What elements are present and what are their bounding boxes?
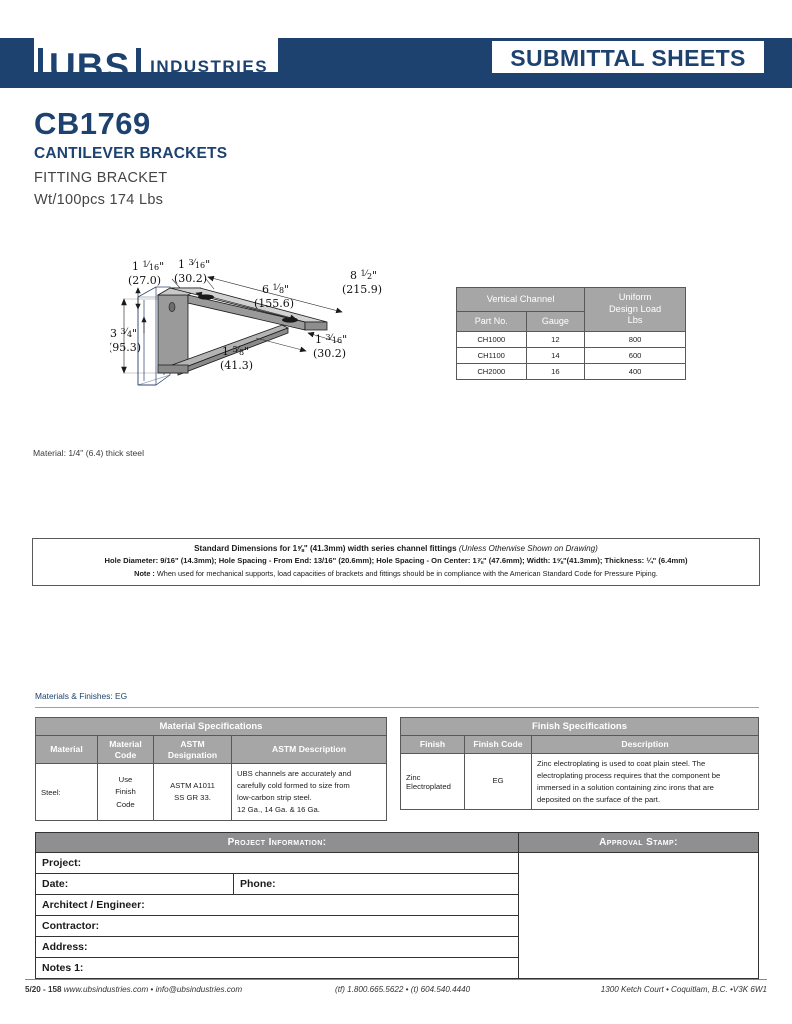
finish-line-1: Zinc [406, 772, 421, 782]
field-project[interactable]: Project: [36, 853, 519, 874]
load-row-1-gauge: 14 [526, 347, 585, 363]
finish-desc-line-1: Zinc electroplating is used to coat plain steel. The [537, 758, 706, 768]
material-spec-astm-description [232, 764, 387, 821]
load-table-col-part-no: Part No. [457, 312, 527, 332]
bracket-isometric-svg [110, 255, 440, 405]
finish-line-2: Electroplated [406, 781, 451, 791]
standard-dimensions-note [32, 538, 760, 586]
footer-website[interactable]: www.ubsindustries.com [63, 985, 149, 994]
material-spec-astm-designation [154, 764, 232, 821]
astm-desig-line-1: ASTM A1011 [170, 781, 215, 791]
material-spec-material: Steel: [36, 764, 98, 821]
dim-top-left-2-imperial: 1 $^3⁄_{16}$" [178, 258, 211, 271]
dim-top-left-2-metric: (30.2) [174, 272, 208, 285]
mat-code-line-1: Use [118, 774, 133, 784]
astm-desig-line-2: SS GR 33. [174, 793, 211, 803]
title-block [34, 108, 494, 208]
finish-spec-title: Finish Specifications [401, 718, 759, 736]
field-architect-engineer[interactable]: Architect / Engineer: [36, 895, 519, 916]
material-note: Material: 1/4" (6.4) thick steel [33, 448, 144, 458]
dim-end-metric: (30.2) [313, 347, 347, 360]
table-row [401, 753, 759, 810]
mat-col-1-line-1: Material [109, 739, 142, 749]
footer-email[interactable]: info@ubsindustries.com [155, 985, 243, 994]
material-specifications-table [35, 717, 387, 821]
logo-main-text: UBS [38, 48, 141, 85]
mat-col-2-line-2: Designation [167, 749, 218, 760]
astm-desc-line-1: UBS channels are accurately and [237, 769, 352, 779]
footer-divider [25, 979, 767, 980]
finish-desc-line-2: electroplating process requires that the component be [537, 770, 721, 780]
load-row-2-load: 400 [585, 363, 686, 379]
dim-top-left-1-imperial: 1 $^1⁄_{16}$" [132, 260, 165, 273]
table-row [457, 363, 686, 379]
mat-code-line-2: Finish [115, 787, 136, 797]
load-header-line-1: Uniform [618, 292, 652, 302]
std-note-line-3-text: When used for mechanical supports, load capacities of brackets and fittings should be in compliance with the American Standard Code for Pressure Piping. [156, 569, 658, 579]
field-date[interactable]: Date: [36, 874, 234, 895]
dim-height-imperial: 3 $^3⁄_4$" [110, 327, 138, 340]
uniform-design-load-table [456, 287, 686, 380]
approval-stamp-header: Approval Stamp: [519, 833, 759, 853]
load-header-line-2: Design Load [608, 303, 662, 314]
logo-sub-text: INDUSTRIES [150, 57, 269, 76]
field-notes-1[interactable]: Notes 1: [36, 958, 519, 979]
footer-phone-tollfree: (tf) 1.800.665.5622 [335, 985, 404, 994]
load-row-2-gauge: 16 [526, 363, 585, 379]
dim-length-metric: (215.9) [342, 283, 383, 296]
finish-spec-description [532, 753, 759, 810]
astm-desc-line-2: carefully cold formed to size from [237, 781, 350, 791]
part-number: CB1769 [34, 106, 151, 141]
material-spec-material-code [98, 764, 154, 821]
project-information-form [35, 832, 759, 979]
std-note-line-3 [39, 568, 753, 580]
std-note-line-3-label: Note : [134, 569, 155, 579]
finish-desc-line-4: deposited on the surface of the part. [537, 794, 661, 804]
company-logo [34, 43, 284, 89]
page-footer [25, 985, 767, 1003]
dim-spacing-metric: (155.6) [254, 297, 295, 310]
astm-desc-line-3: low-carbon strip steel. [237, 793, 312, 803]
footer-phone-local: (t) 604.540.4440 [410, 985, 471, 994]
finish-spec-col-finish-code: Finish Code [465, 736, 532, 754]
table-row [457, 347, 686, 363]
mat-code-line-3: Code [116, 799, 135, 809]
load-table-col-gauge: Gauge [526, 312, 585, 332]
materials-finishes-label: Materials & Finishes: EG [35, 691, 128, 701]
field-contractor[interactable]: Contractor: [36, 916, 519, 937]
part-description: FITTING BRACKET [34, 169, 168, 186]
finish-spec-finish [401, 753, 465, 810]
part-family: CANTILEVER BRACKETS [34, 144, 228, 162]
footer-address: 1300 Ketch Court • Coquitlam, B.C. •V3K 6W1 [600, 985, 767, 994]
footer-phone-group: (tf) 1.800.665.5622 • (t) 604.540.4440 [335, 985, 471, 994]
approval-stamp-area[interactable] [519, 853, 759, 979]
footer-revision: 5/20 - 158 [25, 985, 62, 994]
finish-desc-line-3: immersed in a solution containing zinc irons that are [537, 782, 714, 792]
form-row-project [36, 853, 759, 874]
load-table-group-header: Vertical Channel [457, 288, 585, 312]
load-row-0-load: 800 [585, 331, 686, 347]
material-spec-col-material-code [98, 736, 154, 764]
dim-width-imperial: 1 $^5⁄_8$" [222, 345, 250, 358]
load-table-load-header [585, 288, 686, 332]
footer-left-group: 5/20 - 158 www.ubsindustries.com • info@ubsindustries.com [25, 985, 243, 994]
finish-specifications-table [400, 717, 759, 810]
load-row-1-load: 600 [585, 347, 686, 363]
field-address[interactable]: Address: [36, 937, 519, 958]
astm-desc-line-4: 12 Ga., 14 Ga. & 16 Ga. [237, 805, 320, 815]
part-weight: Wt/100pcs 174 Lbs [34, 191, 164, 208]
dim-width-metric: (41.3) [220, 359, 254, 372]
table-row [457, 331, 686, 347]
project-info-header: Project Information: [36, 833, 519, 853]
dim-end-imperial: 1 $^3⁄_{16}$" [315, 333, 348, 346]
field-phone[interactable]: Phone: [234, 874, 519, 895]
materials-finishes-divider [35, 707, 759, 708]
mat-col-1-line-2: Code [114, 749, 137, 760]
technical-drawing [110, 255, 440, 405]
table-row [36, 764, 387, 821]
std-note-line-1-bold: Standard Dimensions for 1⅝" (41.3mm) width series channel fittings [194, 544, 457, 553]
load-header-line-3: Lbs [627, 315, 643, 326]
dim-spacing-imperial: 6 $^1⁄_8$" [262, 283, 290, 296]
load-row-0-part-no: CH1000 [457, 331, 527, 347]
dim-height-metric: (95.3) [110, 341, 142, 354]
document-title: SUBMITTAL SHEETS [510, 45, 746, 71]
dim-top-left-1-metric: (27.0) [128, 274, 162, 287]
dim-length-imperial: 8 $^1⁄_2$" [350, 269, 378, 282]
std-note-line-1 [39, 543, 753, 555]
material-spec-title: Material Specifications [36, 718, 387, 736]
load-row-1-part-no: CH1100 [457, 347, 527, 363]
std-note-line-1-italic: (Unless Otherwise Shown on Drawing) [458, 544, 598, 553]
material-spec-col-astm-description: ASTM Description [232, 736, 387, 764]
material-spec-col-astm-designation [154, 736, 232, 764]
finish-spec-col-description: Description [532, 736, 759, 754]
material-spec-col-material: Material [36, 736, 98, 764]
load-row-2-part-no: CH2000 [457, 363, 527, 379]
finish-spec-col-finish: Finish [401, 736, 465, 754]
mat-col-2-line-1: ASTM [180, 739, 205, 749]
std-note-line-2: Hole Diameter: 9/16" (14.3mm); Hole Spacing - From End: 13/16" (20.6mm); Hole Spacing - On Center: 1⅞" (47.6mm); Width: 1⅝"(41.3mm); Thickness: ¼" (6.4mm) [104, 556, 688, 566]
finish-spec-finish-code: EG [465, 753, 532, 810]
load-row-0-gauge: 12 [526, 331, 585, 347]
